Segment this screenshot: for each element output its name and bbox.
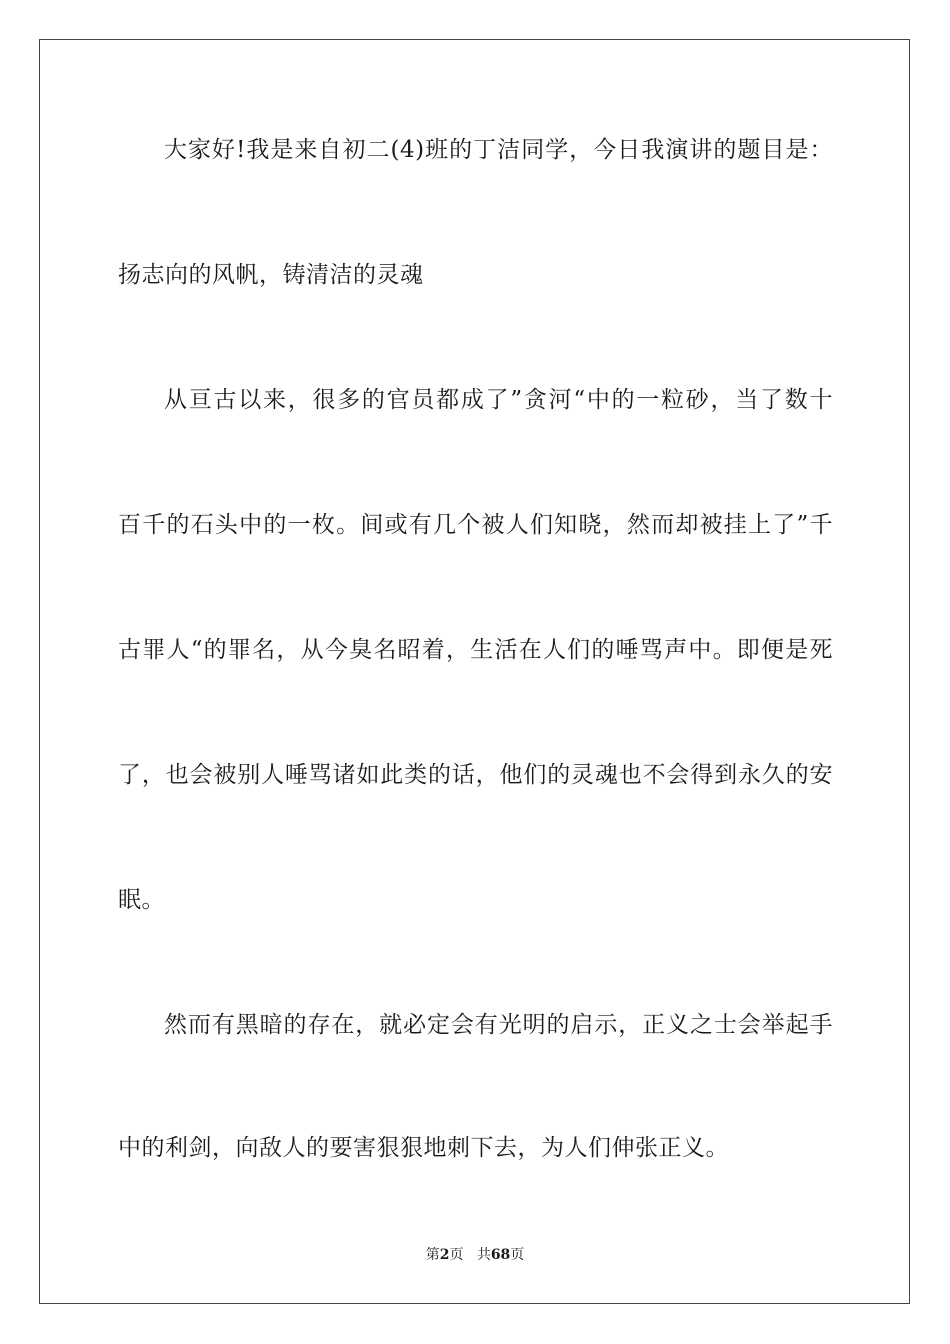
paragraph-line-8: 然而有黑暗的存在，就必定会有光明的启示，正义之士会举起手 [164,1012,833,1038]
footer-page-suffix: 页 [449,1247,464,1263]
footer-total-prefix: 共 [476,1247,491,1263]
paragraph-line-1: 大家好!我是来自初二(4)班的丁洁同学，今日我演讲的题目是： [164,137,833,163]
footer-page-prefix: 第 [425,1247,440,1263]
paragraph-line-9: 中的利剑，向敌人的要害狠狠地刺下去，为人们伸张正义。 [118,1135,729,1161]
footer-page-total: 68 [490,1247,511,1263]
paragraph-line-4: 百千的石头中的一枚。间或有几个被人们知晓，然而却被挂上了”千 [118,512,833,538]
paragraph-line-2: 扬志向的风帆，铸清洁的灵魂 [118,262,424,288]
footer-page-current: 2 [439,1247,450,1263]
paragraph-line-6: 了，也会被别人唾骂诸如此类的话，他们的灵魂也不会得到永久的安 [118,762,833,788]
footer-total-suffix: 页 [510,1247,525,1263]
paragraph-line-7: 眠。 [118,887,165,913]
page-border [39,39,910,1304]
page-footer [0,1245,950,1265]
paragraph-line-3: 从亘古以来，很多的官员都成了”贪河“中的一粒砂，当了数十 [164,387,833,413]
paragraph-line-5: 古罪人“的罪名，从今臭名昭着，生活在人们的唾骂声中。即便是死 [118,637,833,663]
